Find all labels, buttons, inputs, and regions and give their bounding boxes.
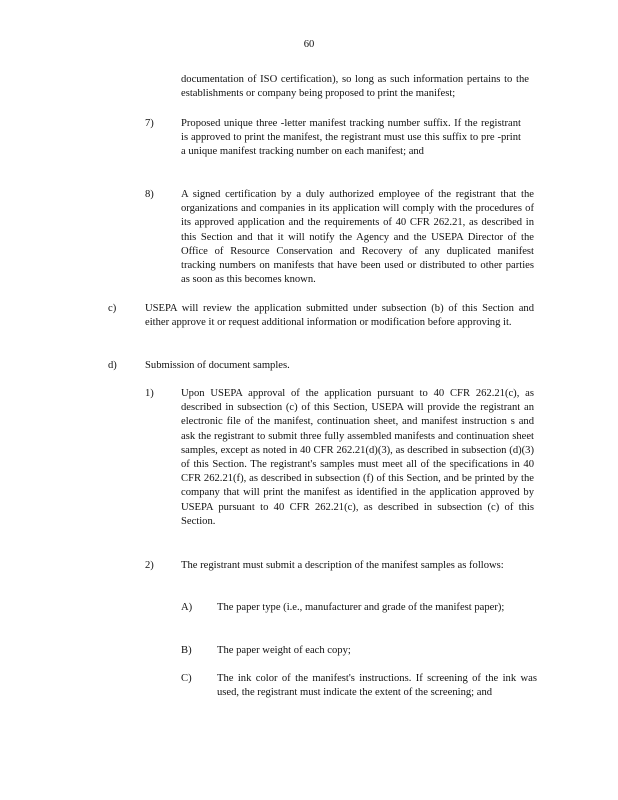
item-label: c) (108, 303, 117, 314)
item-text: Proposed unique three -letter manifest tracking number suffix. If the registrant is approved to print the manifest, the registrant must use this suffix to pre -print a unique manifest tracking number on each manifest; and (181, 118, 521, 158)
item-label: C) (181, 673, 192, 684)
item-label: 7) (145, 118, 154, 129)
item-text: A signed certification by a duly authorized employee of the registrant that the organizations and companies in its application will comply with the procedures of its approved application and the requirements of 40 CFR 262.21, as described in this Section and that it will notify the Agency and the USEPA Director of the Office of Resource Conservation and Recovery of any duplicated manifest tracking numbers on manifests that have been used or distributed to other parties as soon as this becomes known. (181, 189, 534, 286)
item-text: Submission of document samples. (145, 360, 290, 371)
item-text: The paper weight of each copy; (217, 645, 351, 656)
item-text: The paper type (i.e., manufacturer and grade of the manifest paper); (217, 602, 505, 613)
item-text: Upon USEPA approval of the application pursuant to 40 CFR 262.21(c), as described in subsection (c) of this Section, USEPA will provide the registrant an electronic file of the manifest, continuation sheet, and manifest instruction s and ask the registrant to submit three fully assembled manifests and continuation sheet samples, except as noted in 40 CFR 262.21(d)(3), as described in subsection (d)(3) of this Section. The registrant's samples must meet all of the specifications in 40 CFR 262.21(f), as described in subsection (f) of this Section, and be printed by the company that will print the manifest as identified in the application approved by USEPA pursuant to 40 CFR 262.21(c), as described in subsection (c) of this Section. (181, 388, 534, 527)
item-text: USEPA will review the application submitted under subsection (b) of this Section and either approve it or request additional information or modification before approving it. (145, 303, 534, 329)
item-text: The ink color of the manifest's instructions. If screening of the ink was used, the registrant must indicate the extent of the screening; and (217, 673, 537, 699)
item-label: A) (181, 602, 193, 613)
item-label: 1) (145, 388, 154, 399)
continuation-paragraph: documentation of ISO certification), so long as such information pertains to the establishments or company being proposed to print the manifest; (181, 74, 529, 100)
item-label: 8) (145, 189, 154, 200)
item-label: B) (181, 645, 192, 656)
item-label: d) (108, 360, 117, 371)
item-text: The registrant must submit a description of the manifest samples as follows: (181, 560, 504, 571)
item-label: 2) (145, 560, 154, 571)
page-number: 60 (303, 39, 315, 50)
